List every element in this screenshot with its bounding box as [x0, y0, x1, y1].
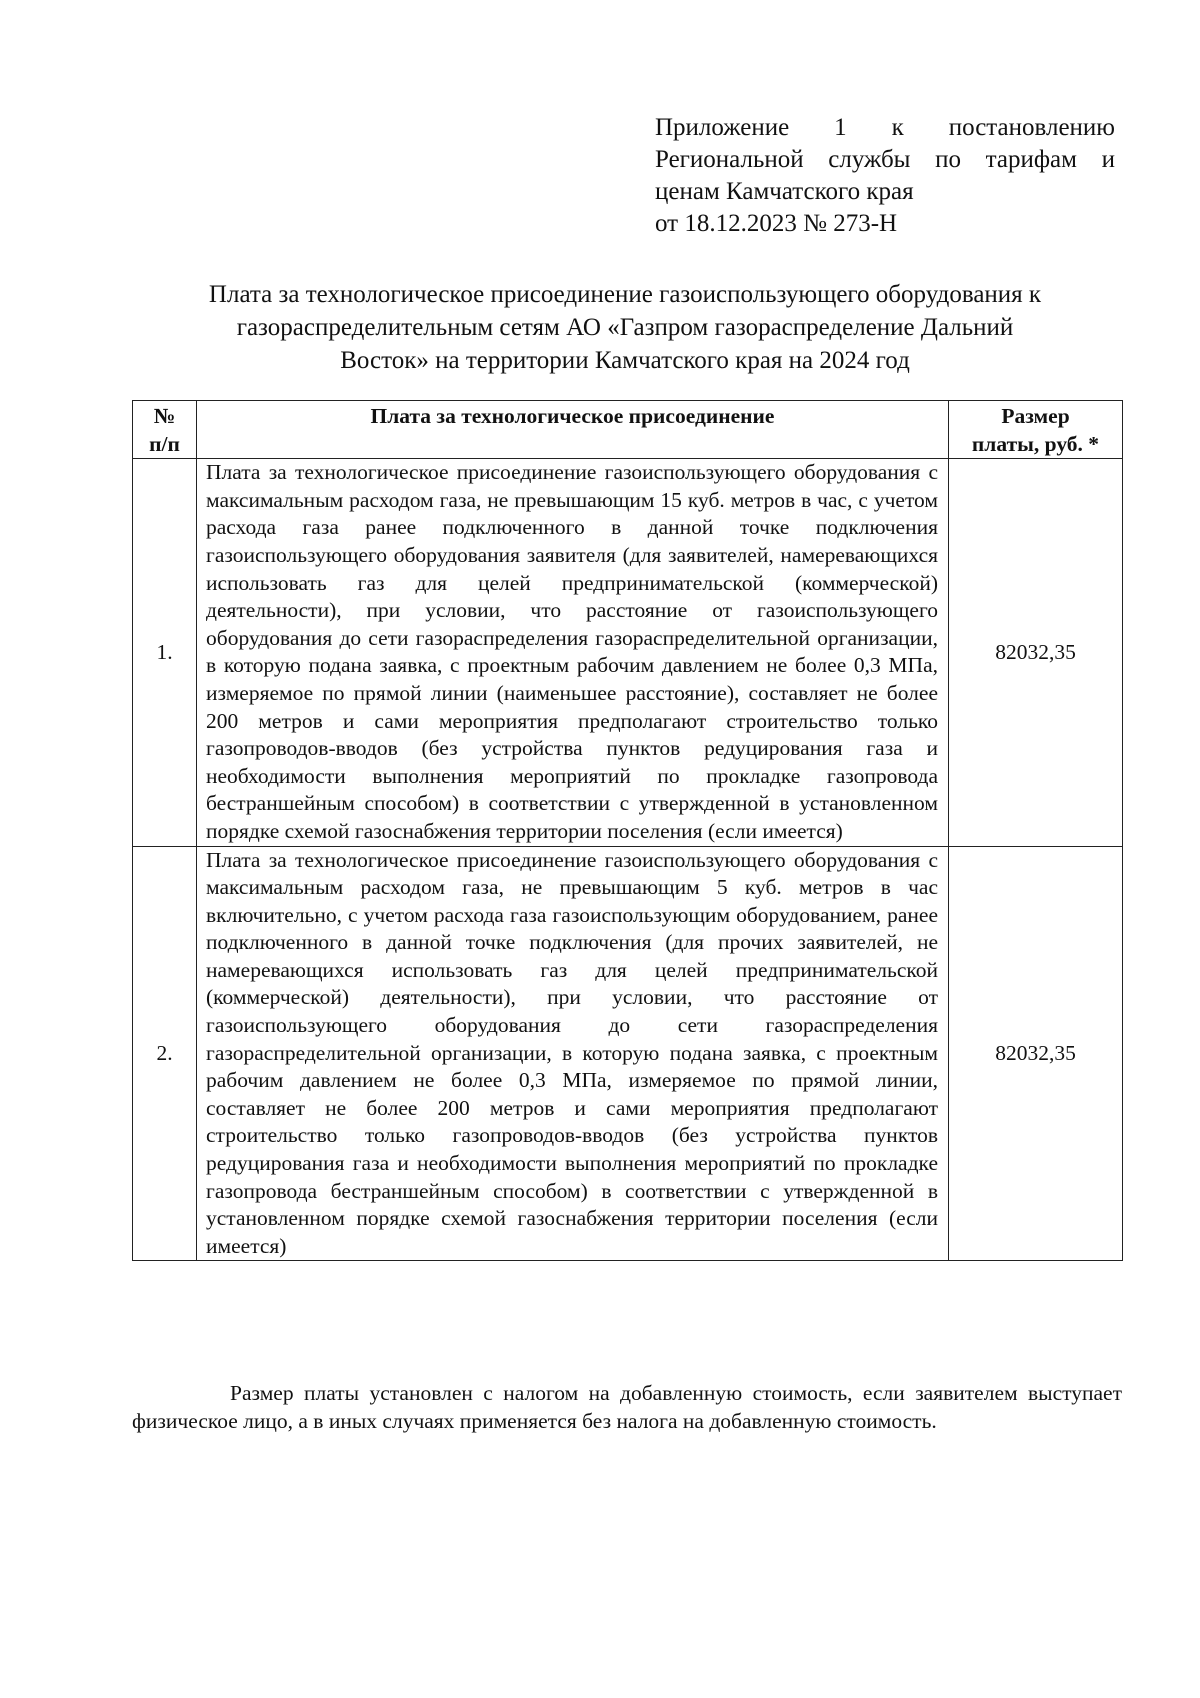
title-line-2: газораспределительным сетям АО «Газпром газораспределение Дальний	[236, 314, 1014, 341]
header-amount-line-1: Размер	[1001, 404, 1070, 428]
appendix-line-2: Региональной службы по тарифам и	[655, 146, 1115, 173]
row-number: 2.	[133, 846, 197, 1261]
table-header-row	[133, 401, 1123, 459]
row-amount: 82032,35	[949, 459, 1123, 846]
title-line-3: Восток» на территории Камчатского края на 2024 год	[340, 347, 910, 374]
appendix-line-3: ценам Камчатского края	[655, 178, 914, 205]
header-num-line-2: п/п	[149, 431, 180, 456]
document-title	[130, 278, 1120, 377]
table-row	[133, 459, 1123, 846]
fees-table	[132, 400, 1123, 1261]
header-amount	[949, 401, 1123, 459]
vat-note: Размер платы установлен с налогом на добавленную стоимость, если заявителем выступает физическое лицо, а в иных случаях применяется без налога на добавленную стоимость.	[132, 1381, 1122, 1433]
header-num-line-1: №	[153, 404, 176, 428]
appendix-line-4: от 18.12.2023 № 273-Н	[655, 210, 898, 237]
table-row	[133, 846, 1123, 1261]
row-description: Плата за технологическое присоединение газоиспользующего оборудования с максимальным расходом газа, не превышающим 5 куб. метров в час включительно, с учетом расхода газа газоиспользующим оборудованием, ранее подключенного в данной точке подключения (для прочих заявителей, не намеревающихся использовать газ для целей предпринимательской (коммерческой) деятельности), при условии, что расстояние от газоиспользующего оборудования до сети газораспределения газораспределительной организации, в которую подана заявка, с проектным рабочим давлением не более 0,3 МПа, измеряемое по прямой линии, составляет не более 200 метров и сами мероприятия предполагают строительство только газопроводов-вводов (без устройства пунктов редуцирования газа и необходимости выполнения мероприятий по прокладке газопровода бестраншейным способом) в соответствии с утвержденной в установленном порядке схемой газоснабжения территории поселения (если имеется)	[197, 846, 949, 1261]
row-number: 1.	[133, 459, 197, 846]
header-num	[133, 401, 197, 459]
row-amount: 82032,35	[949, 846, 1123, 1261]
row-description: Плата за технологическое присоединение газоиспользующего оборудования с максимальным расходом газа, не превышающим 15 куб. метров в час, с учетом расхода газа ранее подключенного в данной точке подключения газоиспользующего оборудования заявителя (для заявителей, намеревающихся использовать газ для целей предпринимательской (коммерческой) деятельности), при условии, что расстояние от газоиспользующего оборудования до сети газораспределения газораспределительной организации, в которую подана заявка, с проектным рабочим давлением не более 0,3 МПа, измеряемое по прямой линии (наименьшее расстояние), составляет не более 200 метров и сами мероприятия предполагают строительство только газопроводов-вводов (без устройства пунктов редуцирования газа и необходимости выполнения мероприятий по прокладке газопровода бестраншейным способом) в соответствии с утвержденной в установленном порядке схемой газоснабжения территории поселения (если имеется)	[197, 459, 949, 846]
header-amount-line-2: платы, руб. *	[971, 431, 1100, 456]
header-description: Плата за технологическое присоединение	[197, 401, 949, 459]
appendix-line-1: Приложение 1 к постановлению	[655, 114, 1115, 141]
appendix-reference	[655, 112, 1115, 240]
title-line-1: Плата за технологическое присоединение газоиспользующего оборудования к	[208, 281, 1042, 308]
